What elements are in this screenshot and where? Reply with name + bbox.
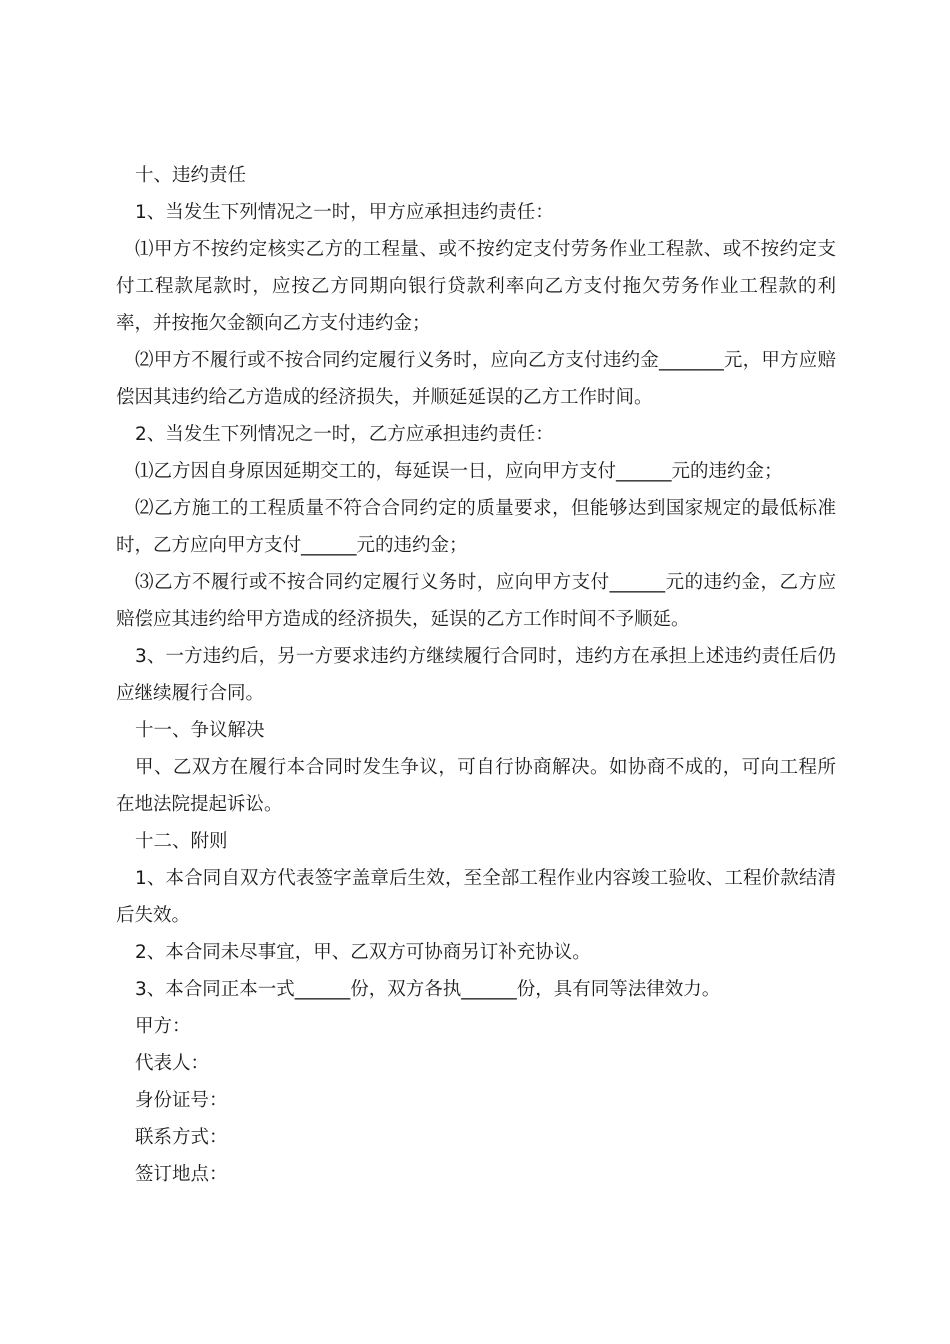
clause-party-a-item-2: ⑵甲方不履行或不按合同约定履行义务时，应向乙方支付违约金_______元，甲方应赔偿因其违约给乙方造成的经济损失，并顺延延误的乙方工作时间。 [116, 350, 836, 408]
signature-location: 签订地点： [135, 1164, 228, 1185]
clause-effective-date: 1、本合同自双方代表签字盖章后生效，至全部工程作业内容竣工验收、工程价款结清后失效。 [116, 868, 836, 926]
clause-party-b-liability: 2、当发生下列情况之一时，乙方应承担违约责任： [135, 424, 554, 445]
clause-copies: 3、本合同正本一式______份，双方各执______份，具有同等法律效力。 [135, 979, 721, 1000]
section-heading-supplementary: 十二、附则 [135, 831, 228, 852]
document-body [116, 157, 836, 1193]
signature-party-a: 甲方： [135, 1016, 191, 1037]
clause-continue-performance: 3、一方违约后，另一方要求违约方继续履行合同时，违约方在承担上述违约责任后仍应继续履行合同。 [116, 646, 836, 704]
clause-party-b-item-3: ⑶乙方不履行或不按合同约定履行义务时，应向甲方支付______元的违约金，乙方应赔偿应其违约给甲方造成的经济损失，延误的乙方工作时间不予顺延。 [116, 572, 836, 630]
signature-id-number: 身份证号： [135, 1090, 228, 1111]
section-heading-dispute-resolution: 十一、争议解决 [135, 720, 265, 741]
signature-contact: 联系方式： [135, 1127, 228, 1148]
clause-party-b-item-1: ⑴乙方因自身原因延期交工的，每延误一日，应向甲方支付______元的违约金； [135, 461, 783, 482]
section-heading-breach-liability: 十、违约责任 [135, 165, 247, 186]
clause-dispute-resolution: 甲、乙双方在履行本合同时发生争议，可自行协商解决。如协商不成的，可向工程所在地法院提起诉讼。 [116, 757, 836, 815]
clause-supplementary-agreement: 2、本合同未尽事宜，甲、乙双方可协商另订补充协议。 [135, 942, 591, 963]
signature-representative: 代表人： [135, 1053, 210, 1074]
clause-party-a-item-1: ⑴甲方不按约定核实乙方的工程量、或不按约定支付劳务作业工程款、或不按约定支付工程款尾款时，应按乙方同期向银行贷款利率向乙方支付拖欠劳务作业工程款的利率，并按拖欠金额向乙方支付违约金； [116, 239, 836, 334]
clause-party-a-liability: 1、当发生下列情况之一时，甲方应承担违约责任： [135, 202, 554, 223]
clause-party-b-item-2: ⑵乙方施工的工程质量不符合合同约定的质量要求，但能够达到国家规定的最低标准时，乙方应向甲方支付______元的违约金； [116, 498, 836, 556]
